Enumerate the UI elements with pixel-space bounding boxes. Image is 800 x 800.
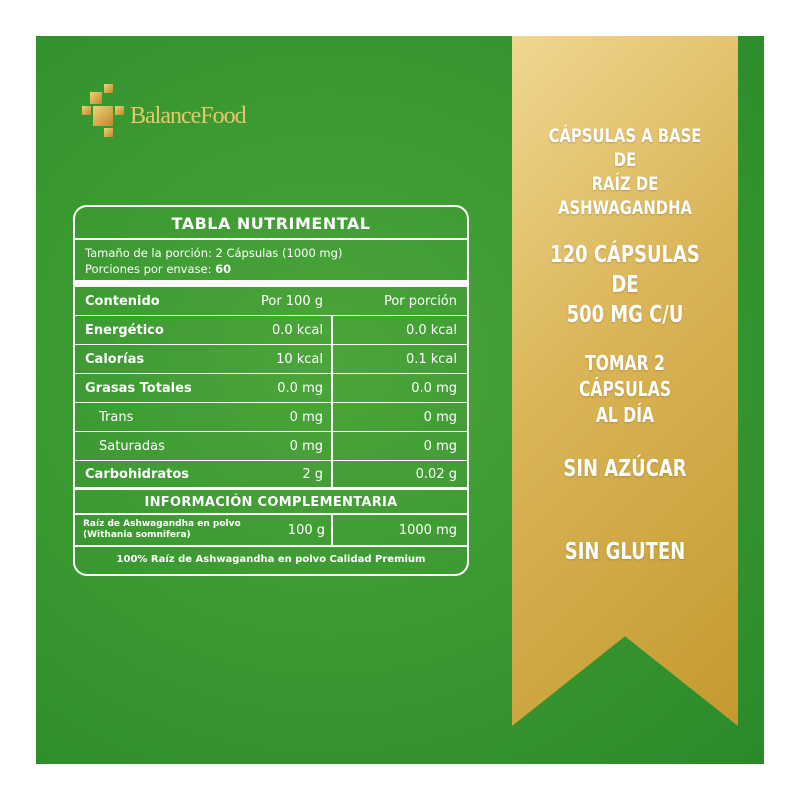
table-row xyxy=(75,461,467,490)
table-row xyxy=(75,345,467,374)
claim-sugar-free xyxy=(537,454,713,484)
brand-logo xyxy=(82,84,246,138)
serving-size: Tamaño de la porción: 2 Cápsulas (1000 mg) xyxy=(85,246,343,260)
claim-line: TOMAR 2 CÁPSULAS xyxy=(578,351,672,401)
claim-line: CÁPSULAS A BASE DE xyxy=(548,125,702,171)
table-row xyxy=(75,432,467,461)
nutrient-per-serving: 0.02 g xyxy=(331,461,467,487)
nutrient-per-serving: 0.0 kcal xyxy=(331,316,467,344)
header-per-serving: Por porción xyxy=(383,293,457,309)
claim-line: 500 MG C/U xyxy=(566,302,684,328)
claim-quantity xyxy=(537,240,713,330)
table-header-row xyxy=(75,287,467,316)
claim-line: SIN AZÚCAR xyxy=(563,456,687,482)
nutrition-table xyxy=(73,205,469,576)
table-row xyxy=(75,316,467,345)
complementary-title: INFORMACIÓN COMPLEMENTARIA xyxy=(75,490,467,515)
header-per100: Por 100 g xyxy=(260,293,323,309)
nutrient-name: Carbohidratos xyxy=(85,466,190,482)
nutrient-per100: 0 mg xyxy=(289,438,323,454)
claim-gluten-free xyxy=(537,537,713,567)
nutrient-name: Trans xyxy=(99,409,134,425)
claim-line: RAÍZ DE ASHWAGANDHA xyxy=(558,173,692,219)
nutrient-per100: 0 mg xyxy=(289,409,323,425)
nutrient-name: Saturadas xyxy=(99,438,165,454)
nutrient-name: Energético xyxy=(85,322,164,338)
nutrient-per-serving: 0 mg xyxy=(331,403,467,431)
nutrient-per100: 10 kcal xyxy=(276,351,323,367)
complementary-per100: 100 g xyxy=(287,522,325,538)
complementary-name-line1: Raíz de Ashwagandha en polvo xyxy=(83,519,241,529)
complementary-per-serving: 1000 mg xyxy=(331,515,467,545)
nutrition-footer: 100% Raíz de Ashwagandha en polvo Calidad Premium xyxy=(116,554,426,565)
header-content: Contenido xyxy=(85,293,160,309)
servings-label: Porciones por envase: xyxy=(85,262,216,276)
claim-line: SIN GLUTEN xyxy=(564,539,686,565)
nutrient-per-serving: 0.1 kcal xyxy=(331,345,467,373)
serving-info xyxy=(75,240,467,287)
complementary-name xyxy=(75,519,285,541)
nutrient-per100: 0.0 mg xyxy=(277,380,323,396)
nutrient-name: Calorías xyxy=(85,351,145,367)
claim-line: AL DÍA xyxy=(595,403,655,427)
servings-value: 60 xyxy=(215,262,232,276)
complementary-row xyxy=(75,515,467,547)
brand-name: BalanceFood xyxy=(130,102,246,129)
servings-per-container xyxy=(85,261,457,277)
complementary-name-line2: (Withania somnifera) xyxy=(83,530,191,540)
claim-line: 120 CÁPSULAS DE xyxy=(550,242,700,298)
logo-mark-icon xyxy=(82,84,128,138)
nutrient-name: Grasas Totales xyxy=(85,380,192,396)
claim-ingredient xyxy=(537,124,713,220)
table-row xyxy=(75,374,467,403)
claim-dosage xyxy=(537,350,713,428)
nutrient-per100: 0.0 kcal xyxy=(271,322,323,338)
table-row xyxy=(75,403,467,432)
nutrient-per100: 2 g xyxy=(302,466,323,482)
nutrient-per-serving: 0.0 mg xyxy=(331,374,467,402)
nutrient-per-serving: 0 mg xyxy=(331,432,467,460)
nutrition-title: TABLA NUTRIMENTAL xyxy=(75,207,467,240)
